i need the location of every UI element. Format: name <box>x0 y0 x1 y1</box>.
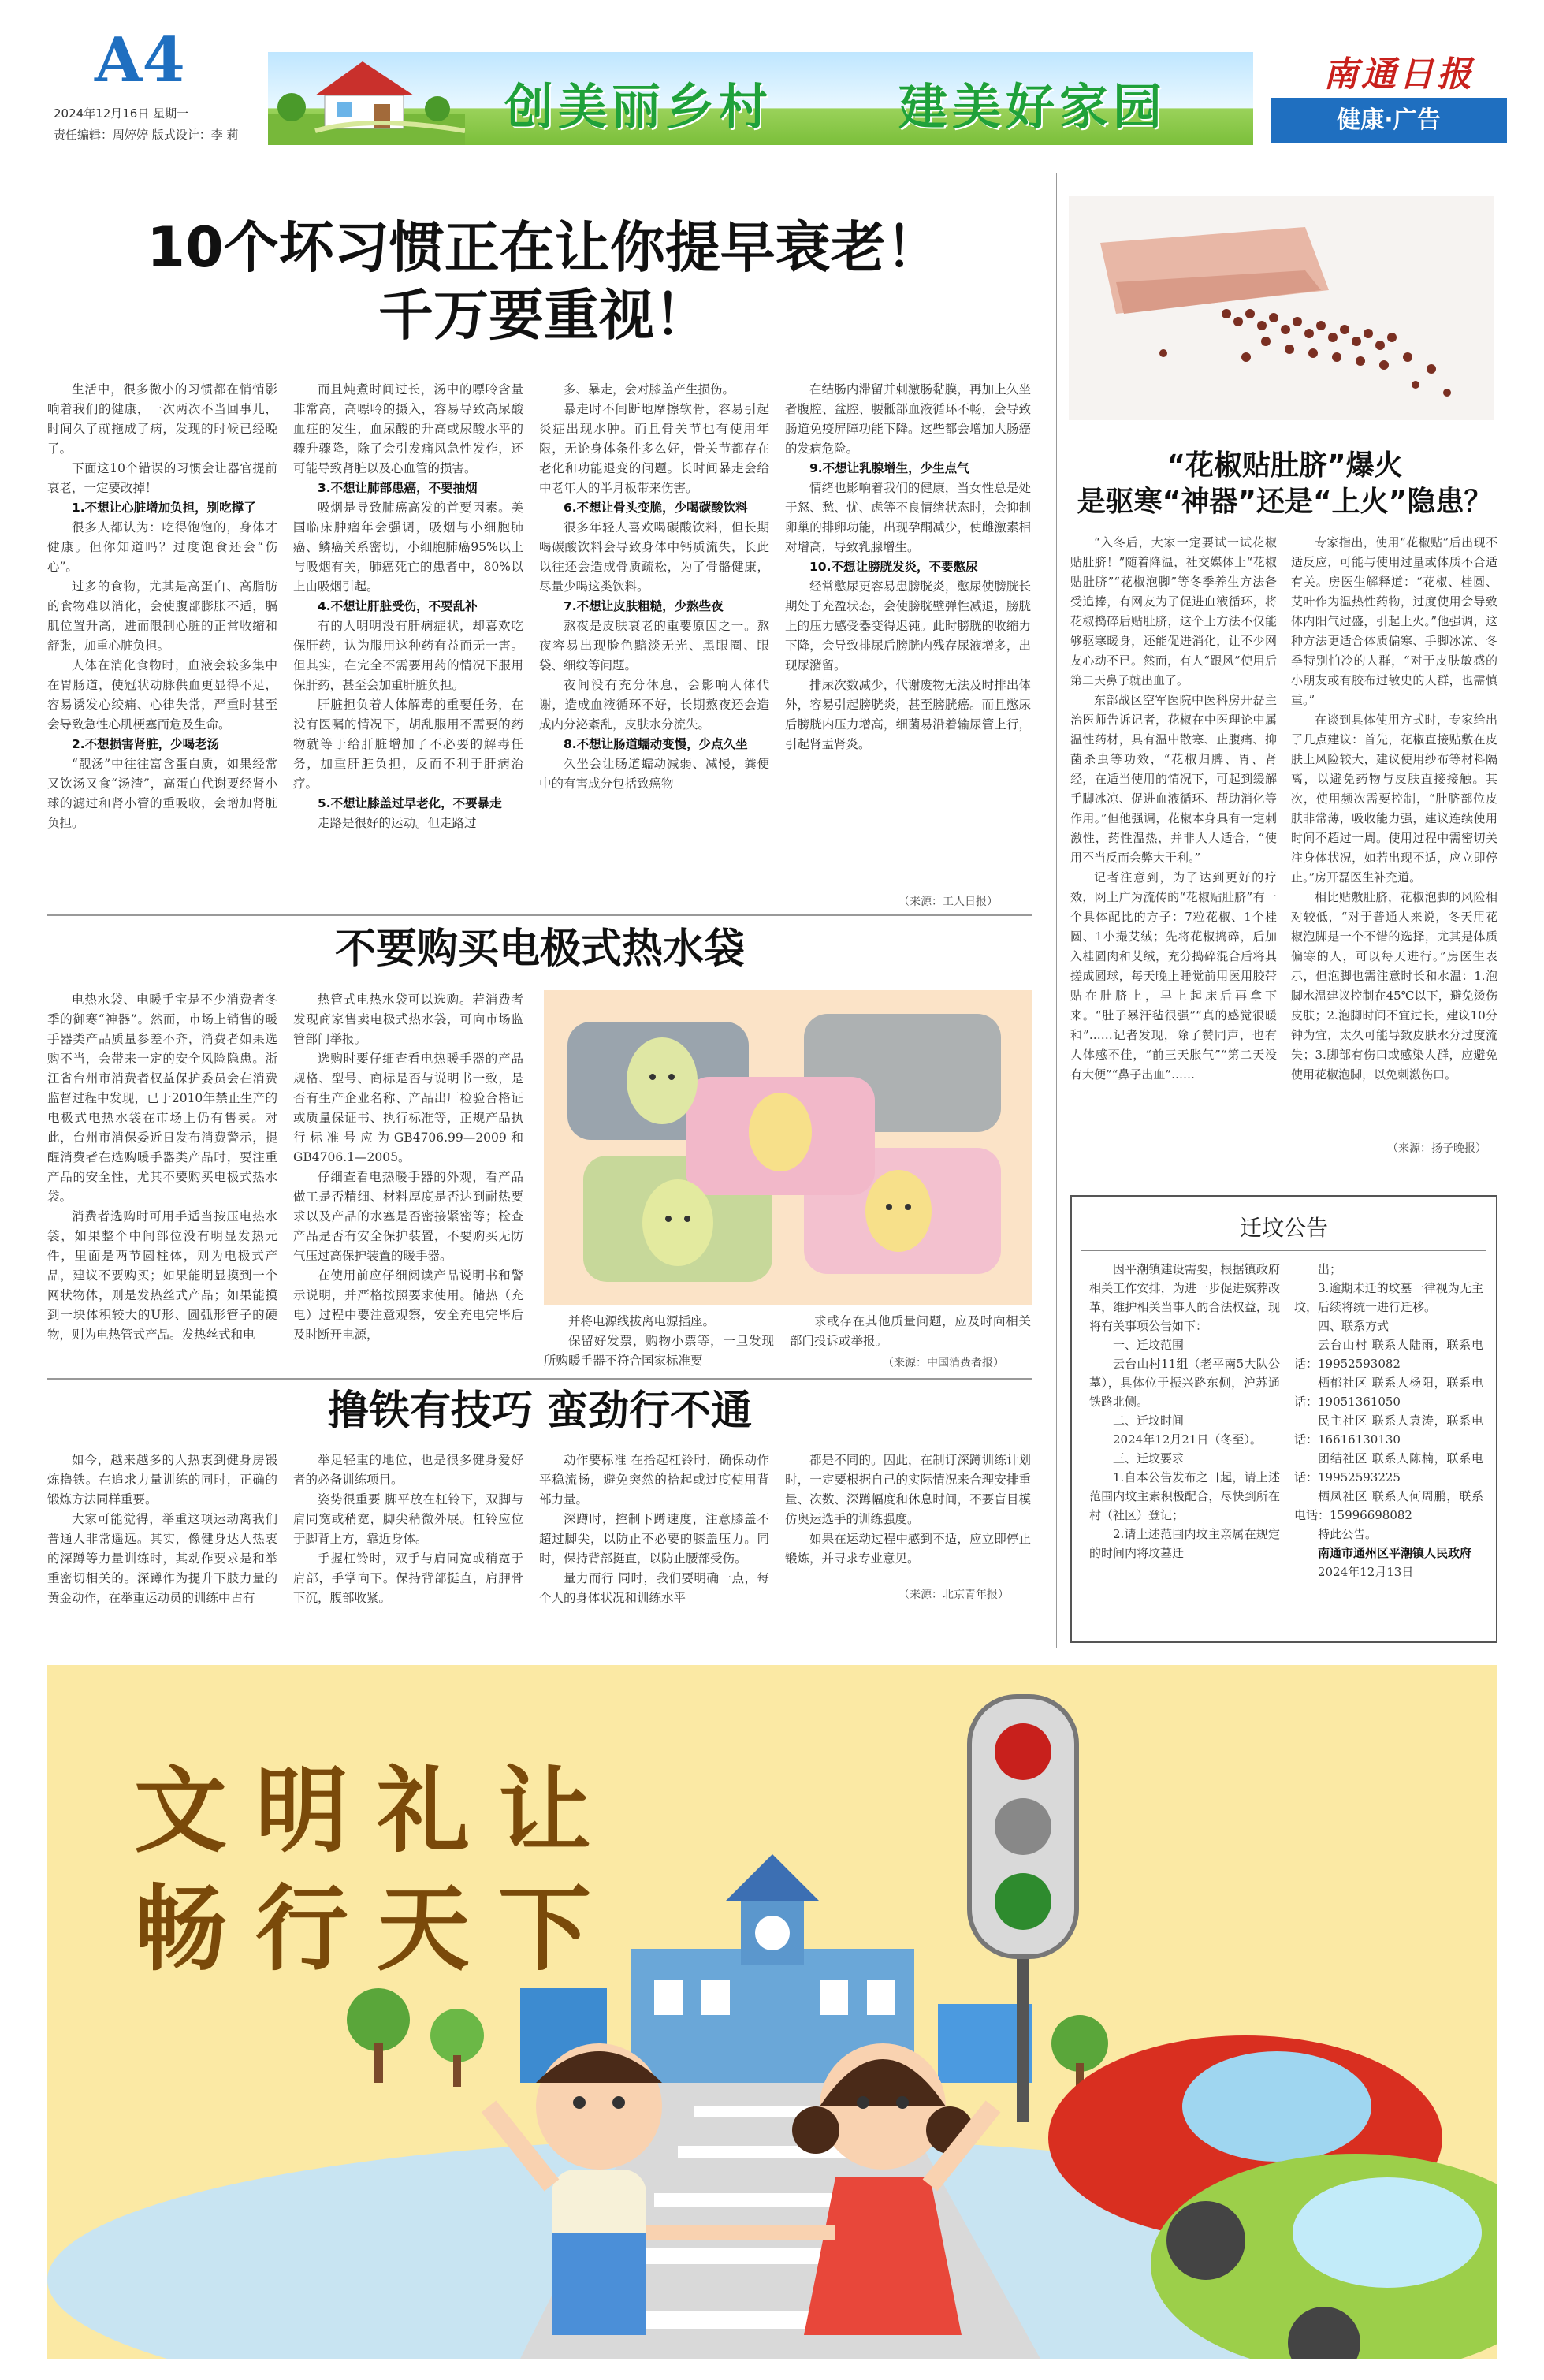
paragraph: 暴走时不间断地摩擦软骨，容易引起炎症出现水肿。而且骨关节也有使用年限，无论身体条件多么好，骨关节都存在老化和功能退变的问题。长时间暴走会给中老年人的半月板带来伤害。 <box>539 402 769 495</box>
paragraph: 云台山村11组（老平南5大队公墓），具体位于振兴路东侧，沪苏通铁路北侧。 <box>1089 1357 1280 1409</box>
paragraph: 3.逾期未迁的坟墓一律视为无主坟，后续将统一进行迁移。 <box>1294 1281 1483 1314</box>
paragraph: 热管式电热水袋可以选购。若消费者发现商家售卖电极式热水袋，可向市场监管部门举报。 <box>293 993 523 1046</box>
banner-slogan-left: 创美丽乡村 <box>504 78 773 136</box>
subheading: 10.不想让膀胱发炎，不要憋尿 <box>809 560 978 574</box>
paragraph: 姿势很重要 脚平放在杠铃下，双脚与肩同宽或稍宽，脚尖稍微外展。杠铃应位于脚背上方，靠近身体。 <box>293 1492 523 1546</box>
paragraph: 大家可能觉得，举重这项运动离我们普通人非常遥远。其实，像健身达人热衷的深蹲等力量训练时，其动作要求是和举重密切相关的。深蹲作为提升下肢力量的黄金动作，在举重运动员的训练中占有 <box>47 1512 277 1605</box>
subheading: 2.不想损害肾脏，少喝老汤 <box>72 737 220 751</box>
paragraph: 手握杠铃时，双手与肩同宽或稍宽于肩部，手掌向下。保持背部挺直，肩胛骨下沉，腹部收紧。 <box>293 1551 523 1605</box>
paragraph: 东部战区空军医院中医科房开磊主治医师告诉记者，花椒在中医理论中属温性药材，具有温中散寒、止腹痛、抑菌杀虫等功效，“花椒归脾、胃、肾经，在适当使用的情况下，可起到缓解手脚冰凉、促进血液循环、帮助消化等作用。”但他强调，花椒本身具有一定刺激性，药性温热，并非人人适合，“使用不当反而会弊大于利。” <box>1070 693 1277 865</box>
notice-title: 迁坟公告 <box>1239 1215 1328 1241</box>
subheading: 4.不想让肝脏受伤，不要乱补 <box>318 599 478 613</box>
article-3-col-2 <box>293 1451 523 1608</box>
article-4-title-line2: 是驱寒“神器”还是“上火”隐患？ <box>1077 486 1493 518</box>
subheading: 6.不想让骨头变脆，少喝碳酸饮料 <box>564 501 748 515</box>
article-2-title: 不要购买电极式热水袋 <box>334 926 745 973</box>
subheading: 8.不想让肠道蠕动变慢，少点久坐 <box>564 737 748 751</box>
subheading: 9.不想让乳腺增生，少生点气 <box>809 461 969 475</box>
article-3-col-4 <box>785 1451 1031 1569</box>
article-1-col-4 <box>785 380 1031 754</box>
article-4-source: （来源：扬子晚报） <box>1387 1142 1486 1155</box>
paragraph: 三、迁坟要求 <box>1113 1451 1185 1466</box>
paragraph: 过多的食物，尤其是高蛋白、高脂肪的食物难以消化，会使腹部膨胀不适，膈肌位置升高，进而限制心脏的正常收缩和舒张，加重心脏负担。 <box>47 579 277 653</box>
page-code: A4 <box>95 24 185 96</box>
paragraph: 夜间没有充分休息，会影响人体代谢，造成血液循环不好，长期熬夜还会造成内分泌紊乱，皮肤水分流失。 <box>539 678 769 732</box>
paragraph: “入冬后，大家一定要试一试花椒贴肚脐！”随着降温，社交媒体上“花椒贴肚脐”“花椒泡脚”等冬季养生方法备受追捧，有网友为了促进血液循环，将花椒捣碎后贴肚脐，这个土方法不仅能够驱寒暖身，还能促进消化，让不少网友心动不已。然而，有人“跟风”使用后第二天鼻子就出血了。 <box>1070 535 1277 687</box>
article-3-col-1 <box>47 1451 277 1608</box>
article-4-title-line1: “花椒贴肚脐”爆火 <box>1166 449 1403 482</box>
article-1-source: （来源：工人日报） <box>898 896 998 908</box>
article-1-col-3 <box>539 380 769 794</box>
article-3-title: 撸铁有技巧 蛮劲行不通 <box>327 1387 753 1435</box>
paragraph: 2024年12月13日 <box>1318 1565 1414 1579</box>
subheading: 7.不想让皮肤粗糙，少熬些夜 <box>564 599 724 613</box>
notice-title-underline <box>1081 1250 1486 1251</box>
paragraph: 都是不同的。因此，在制订深蹲训练计划时，一定要根据自己的实际情况来合理安排重量、次数、深蹲幅度和休息时间，不要盲目模仿奥运选手的训练强度。 <box>785 1453 1031 1526</box>
article-2-source: （来源：中国消费者报） <box>883 1357 1004 1369</box>
paragraph: 下面这10个错误的习惯会让器官提前衰老，一定要改掉！ <box>47 461 277 495</box>
notice-col-2 <box>1294 1260 1483 1581</box>
paragraph: 一、迁坟范围 <box>1113 1338 1185 1352</box>
paragraph: 2.请上述范围内坟主亲属在规定的时间内将坟墓迁 <box>1089 1527 1280 1560</box>
paragraph: 举足轻重的地位，也是很多健身爱好者的必备训练项目。 <box>293 1453 523 1487</box>
paragraph: 1.自本公告发布之日起，请上述范围内坟主素积极配合，尽快到所在村（社区）登记； <box>1089 1470 1280 1522</box>
notice-col-1 <box>1089 1260 1280 1562</box>
banner-slogan-right: 建美好家园 <box>898 78 1167 136</box>
house-illustration <box>268 52 465 145</box>
divider <box>47 914 1032 916</box>
paragraph: 肝脏担负着人体解毒的重要任务，在没有医嘱的情况下，胡乱服用不需要的药物就等于给肝脏增加了不必要的解毒任务，加重肝脏负担，反而不利于肝病治疗。 <box>293 698 523 791</box>
paragraph: 云台山村 联系人陆雨，联系电话：19952593082 <box>1294 1338 1483 1371</box>
subheading: 3.不想让肺部患癌，不要抽烟 <box>318 481 478 495</box>
paragraph: 四、联系方式 <box>1318 1319 1390 1333</box>
section-label: 健康·广告 <box>1271 98 1507 143</box>
paragraph: 栖郁社区 联系人杨阳，联系电话：19051361050 <box>1294 1376 1483 1409</box>
paragraph: 在谈到具体使用方式时，专家给出了几点建议：首先，花椒直接贴敷在皮肤上风险较大，建议使用纱布等材料隔离，以避免药物与皮肤直接接触。其次，使用频次需要控制，“肚脐部位皮肤非常薄，吸收能力强，建议连续使用时间不超过一周。使用过程中需密切关注身体状况，如若出现不适，应立即停止。”房开磊医生补充道。 <box>1291 713 1497 885</box>
article-1-title-line2: 千万要重视！ <box>378 283 709 348</box>
issue-date: 2024年12月16日 星期一 <box>54 106 189 121</box>
paper-name: 南通日报 <box>1323 54 1475 95</box>
editor-credits: 责任编辑：周婷婷 版式设计：李 莉 <box>54 128 239 142</box>
paragraph: 相比贴敷肚脐，花椒泡脚的风险相对较低，“对于普通人来说，冬天用花椒泡脚是一个不错的选择，尤其是体质偏寒的人，可以每天进行。”房医生表示，但泡脚也需注意时长和水温：1.泡脚水温建议控制在45℃以下，避免烫伤皮肤；2.泡脚时间不宜过长，建议10分钟为宜，太久可能导致皮肤水分过度流失；3.脚部有伤口或感染人群，应避免使用花椒泡脚，以免刺激伤口。 <box>1291 890 1497 1082</box>
paragraph: 情绪也影响着我们的健康，当女性总是处于怒、愁、忧、虑等不良情绪状态时，会抑制卵巢的排卵功能，出现孕酮减少，使雌激素相对增高，导致乳腺增生。 <box>785 481 1031 554</box>
paragraph: 记者注意到，为了达到更好的疗效，网上广为流传的“花椒贴肚脐”有一个具体配比的方子：7粒花椒、1个桂圆、1小撮艾绒；先将花椒捣碎，后加入桂圆肉和艾绒，充分捣碎混合后将其搓成圆球，每天晚上睡觉前用医用胶带贴在肚脐上，早上起床后再拿下来。“肚子暴汗毡很强”“真的感觉很暖和”……记者发现，除了赞同声，也有人体感不佳，“前三天胀气”“第二天没有大便”“鼻子出血”…… <box>1070 870 1277 1082</box>
article-1-col-2 <box>293 380 523 833</box>
paragraph: 因平潮镇建设需要，根据镇政府相关工作安排，为进一步促进殡葬改革，维护相关当事人的合法权益，现将有关事项公告如下： <box>1089 1262 1280 1333</box>
article-1-title-line1: 10个坏习惯正在让你提早衰老！ <box>147 215 941 280</box>
paragraph: 走路是很好的运动。但走路过 <box>318 816 477 830</box>
paragraph: 多、暴走，会对膝盖产生损伤。 <box>564 382 735 397</box>
article-3-source: （来源：北京青年报） <box>898 1589 1009 1601</box>
article-4-col-1 <box>1070 533 1277 1085</box>
paragraph: 保留好发票，购物小票等，一旦发现所购暖手器不符合国家标准要 <box>544 1334 774 1368</box>
paragraph: 人体在消化食物时，血液会较多集中在胃肠道，使冠状动脉供血更显得不足，容易诱发心绞痛、心律失常，严重时甚至会导致急性心肌梗塞而危及生命。 <box>47 658 277 732</box>
divider <box>47 1378 1032 1380</box>
article-1-col-1 <box>47 380 277 833</box>
paragraph: 消费者选购时可用手适当按压电热水袋，如果整个中间部位没有明显发热元件，里面是两节圆柱体，则为电极式产品，建议不要购买；如果能明显摸到一个网状物体，则是发热丝式产品；如果能摸到一块体积较大的U形、圆弧形管子的硬物，则为电热管式产品。发热丝式和电 <box>47 1209 277 1342</box>
paragraph: 电热水袋、电暖手宝是不少消费者冬季的御寒“神器”。然而，市场上销售的暖手器类产品质量参差不齐，消费者如果选购不当，会带来一定的安全风险隐患。浙江省台州市消费者权益保护委员会在消费监督过程中发现，已于2010年禁止生产的电极式电热水袋在市场上仍有售卖。对此，台州市消保委近日发布消费警示，提醒消费者在选购暖手器类产品时，要注重产品的安全性，尤其不要购买电极式热水袋。 <box>47 993 277 1204</box>
subheading: 1.不想让心脏增加负担，别吃撑了 <box>72 501 256 515</box>
paragraph: 排尿次数减少，代谢废物无法及时排出体外，容易引起膀胱炎，甚至膀胱癌。而且憋尿后膀胱内压力增高，细菌易沿着输尿管上行，引起肾盂肾炎。 <box>785 678 1031 751</box>
paragraph: 很多年轻人喜欢喝碳酸饮料，但长期喝碳酸饮料会导致身体中钙质流失，长此以往还会造成骨质疏松，为了骨骼健康，尽量少喝这类饮料。 <box>539 520 769 594</box>
paragraph: 选购时要仔细查看电热暖手器的产品规格、型号、商标是否与说明书一致，是否有生产企业名称、产品出厂检验合格证或质量保证书、执行标准等，正规产品执行标准号应为GB4706.99—2009和GB4706.1—2005。 <box>293 1052 523 1164</box>
paragraph: 深蹲时，控制下蹲速度，注意膝盖不超过脚尖，以防止不必要的膝盖压力。同时，保持背部挺直，以防止腰部受伤。 <box>539 1512 769 1566</box>
notice-box <box>1070 1195 1497 1643</box>
civility-ad <box>47 1665 1497 2359</box>
paragraph: 栖凤社区 联系人何周鹏，联系电话：15996698082 <box>1294 1489 1483 1522</box>
paragraph: 并将电源线拔离电源插座。 <box>568 1314 716 1328</box>
paragraph: 久坐会让肠道蠕动减弱、减慢，粪便中的有害成分包括致癌物 <box>539 757 769 791</box>
hot-water-bag-photo <box>544 990 1032 1305</box>
paragraph: 民主社区 联系人袁涛，联系电话：16616130130 <box>1294 1413 1483 1447</box>
paragraph: 仔细查看电热暖手器的外观，看产品做工是否精细、材料厚度是否达到耐热要求以及产品的水塞是否密接紧密等；检查产品是否有安全保护装置，不要购买无防气压过高保护装置的暖手器。 <box>293 1170 523 1263</box>
paragraph: 二、迁坟时间 <box>1113 1413 1185 1428</box>
paragraph: 而且炖煮时间过长，汤中的嘌呤含量非常高，高嘌呤的摄入，容易导致高尿酸血症的发生，血尿酸的升高或尿酸水平的骤升骤降，除了会引发痛风急性发作，还可能导致肾脏以及心血管的损害。 <box>293 382 523 475</box>
subheading: 南通市通州区平潮镇人民政府 <box>1318 1546 1472 1560</box>
masthead <box>0 0 1544 154</box>
article-2-col-2 <box>293 990 523 1345</box>
article-2-col-4 <box>790 1312 1031 1351</box>
paragraph: 特此公告。 <box>1318 1527 1378 1541</box>
paragraph: 2024年12月21日（冬至）。 <box>1113 1432 1262 1447</box>
paragraph: 熬夜是皮肤衰老的重要原因之一。熬夜容易出现脸色黯淡无光、黑眼圈、眼袋、细纹等问题。 <box>539 619 769 672</box>
ad-slogan-line1: 文明礼让 <box>134 1756 620 1865</box>
paragraph: 如果在运动过程中感到不适，应立即停止锻炼，并寻求专业意见。 <box>785 1532 1031 1566</box>
paragraph: 在使用前应仔细阅读产品说明书和警示说明，并严格按照要求使用。储热（充电）过程中要注意观察，安全充电完毕后及时断开电源， <box>293 1268 523 1342</box>
slogan-banner <box>268 52 1253 145</box>
article-3-col-3 <box>539 1451 769 1608</box>
paragraph: 专家指出，使用“花椒贴”后出现不适反应，可能与使用过量或体质不合适有关。房医生解释道：“花椒、桂圆、艾叶作为温热性药物，过度使用会导致体内阳气过盛，引起上火。”他强调，这种方法更适合体质偏寒、手脚冰凉、冬季特别怕冷的人群，“对于皮肤敏感的小朋友或有胶布过敏史的人群，也需慎重。” <box>1291 535 1497 707</box>
paragraph: 吸烟是导致肺癌高发的首要因素。美国临床肿瘤年会强调，吸烟与小细胞肺癌、鳞癌关系密切，小细胞肺癌95%以上与吸烟有关，肺癌死亡的患者中，80%以上由吸烟引起。 <box>293 501 523 594</box>
vertical-divider <box>1056 173 1057 1648</box>
article-2-col-1 <box>47 990 277 1345</box>
paragraph: 生活中，很多微小的习惯都在悄悄影响着我们的健康，一次两次不当回事儿，时间久了就拖成了病，发现的时候已经晚了。 <box>47 382 277 456</box>
paragraph: 在结肠内滞留并刺激肠黏膜，再加上久坐者腹腔、盆腔、腰骶部血液循环不畅，会导致肠道免疫屏障功能下降。这些都会增加大肠癌的发病危险。 <box>785 382 1031 456</box>
paragraph: 如今，越来越多的人热衷到健身房锻炼撸铁。在追求力量训练的同时，正确的锻炼方法同样重要。 <box>47 1453 277 1507</box>
ad-slogan-line2: 畅行天下 <box>134 1875 620 1983</box>
paragraph: 量力而行 同时，我们要明确一点，每个人的身体状况和训练水平 <box>539 1571 769 1605</box>
paragraph: 很多人都认为：吃得饱饱的，身体才健康。但你知道吗？过度饱食还会“伤心”。 <box>47 520 277 574</box>
paragraph: 经常憋尿更容易患膀胱炎，憋尿使膀胱长期处于充盈状态，会使膀胱壁弹性减退，膀胱上的压力感受器变得迟钝。此时膀胱的收缩力下降，会导致排尿后膀胱内残存尿液增多，出现尿潴留。 <box>785 579 1031 672</box>
paragraph: 团结社区 联系人陈楠，联系电话：19952593225 <box>1294 1451 1483 1484</box>
paragraph: “靓汤”中往往富含蛋白质，如果经常又饮汤又食“汤渣”，高蛋白代谢要经肾小球的滤过和肾小管的重吸收，会增加肾脏负担。 <box>47 757 277 830</box>
paragraph: 有的人明明没有肝病症状，却喜欢吃保肝药，认为服用这种药有益而无一害。但其实，在完全不需要用药的情况下服用保肝药，甚至会加重肝脏负担。 <box>293 619 523 692</box>
paragraph: 出； <box>1318 1262 1342 1276</box>
paragraph: 求或存在其他质量问题，应及时向相关部门投诉或举报。 <box>790 1314 1031 1348</box>
article-4-col-2 <box>1291 533 1497 1085</box>
article-2-col-3 <box>544 1312 774 1371</box>
paragraph: 动作要标准 在拾起杠铃时，确保动作平稳流畅，避免突然的拾起或过度使用背部力量。 <box>539 1453 769 1507</box>
sichuan-pepper-photo <box>1069 196 1494 420</box>
subheading: 5.不想让膝盖过早老化，不要暴走 <box>318 796 502 810</box>
